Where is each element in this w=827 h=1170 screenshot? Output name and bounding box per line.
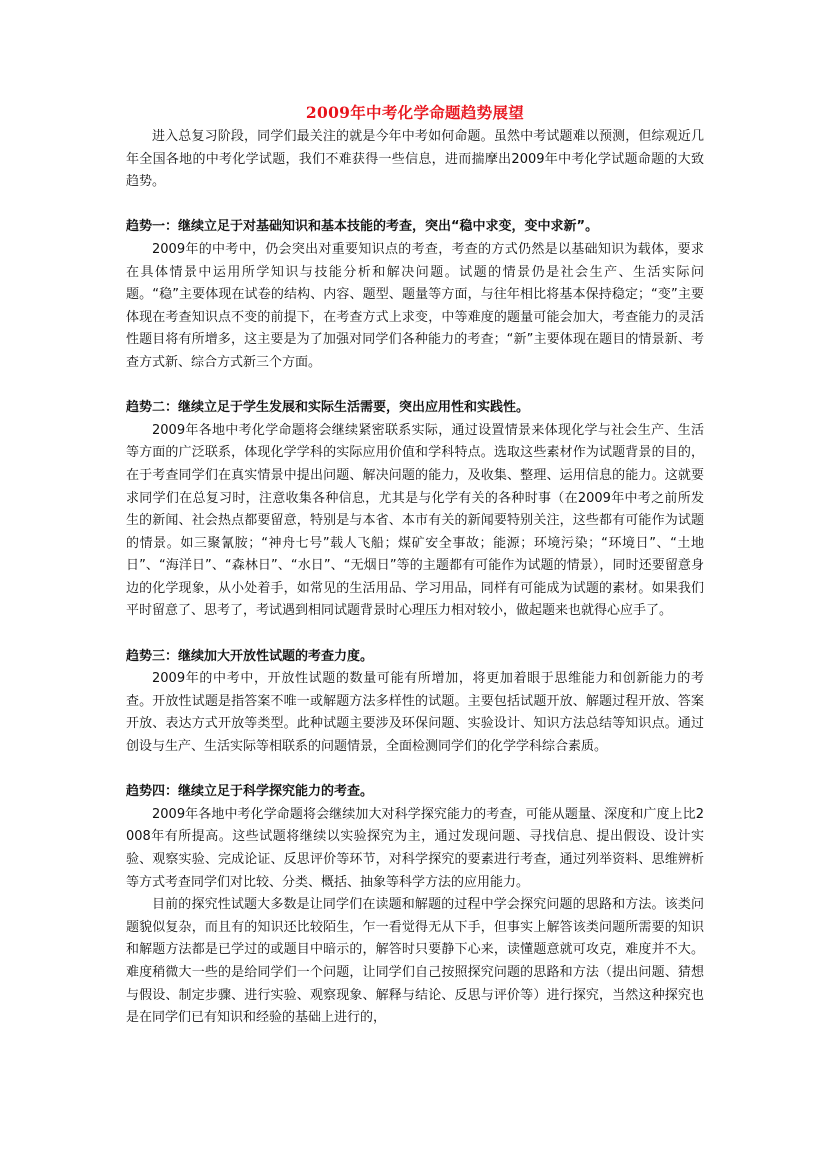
section-paragraph: 2009年的中考中，开放性试题的数量可能有所增加，将更加着眼于思维能力和创新能力的考查。开放性试题是指答案不唯一或解题方法多样性的试题。主要包括试题开放、解题过程开放、答案开放、表达方式开放等类型。此种试题主要涉及环保问题、实验设计、知识方法总结等知识点。通过创设与生产、生活实际等相联系的问题情景，全面检测同学们的化学学科综合素质。	[126, 671, 704, 755]
section-trend-3	[126, 646, 704, 759]
section-heading: 趋势三：继续加大开放性试题的考查力度。	[126, 648, 374, 664]
section-paragraph: 2009年各地中考化学命题将会继续加大对科学探究能力的考查，可能从题量、深度和广度上比2008年有所提高。这些试题将继续以实验探究为主，通过发现问题、寻找信息、提出假设、设计实验、观察实验、完成论证、反思评价等环节，对科学探究的要素进行考查，通过列举资料、思维辨析等方式考查同学们对比较、分类、概括、抽象等科学方法的应用能力。	[126, 806, 704, 890]
section-trend-2	[126, 397, 704, 623]
section-spacer	[126, 375, 704, 398]
document-page	[126, 100, 704, 1030]
section-spacer	[126, 623, 704, 646]
section-spacer	[126, 759, 704, 782]
intro-paragraph: 进入总复习阶段，同学们最关注的就是今年中考如何命题。虽然中考试题难以预测，但综观近几年全国各地的中考化学试题，我们不难获得一些信息，进而揣摩出2009年中考化学试题命题的大致趋势。	[126, 129, 704, 190]
section-heading: 趋势四：继续立足于科学探究能力的考查。	[126, 784, 374, 800]
document-title: 2009年中考化学命题趋势展望	[305, 103, 525, 122]
section-trend-1	[126, 216, 704, 374]
section-paragraph: 目前的探究性试题大多数是让同学们在读题和解题的过程中学会探究问题的思路和方法。该类问题貌似复杂，而且有的知识还比较陌生，乍一看觉得无从下手，但事实上解答该类问题所需要的知识和解题方法都是已学过的或题目中暗示的，解答时只要静下心来，读懂题意就可攻克，难度并不大。难度稍微大一些的是给同学们一个问题，让同学们自己按照探究问题的思路和方法（提出问题、猜想与假设、制定步骤、进行实验、观察现象、解释与结论、反思与评价等）进行探究，当然这种探究也是在同学们已有知识和经验的基础上进行的，	[126, 897, 704, 1026]
section-heading: 趋势一：继续立足于对基础知识和基本技能的考查，突出“稳中求变，变中求新”。	[126, 219, 599, 235]
section-paragraph: 2009年各地中考化学命题将会继续紧密联系实际，通过设置情景来体现化学与社会生产、生活等方面的广泛联系，体现化学学科的实际应用价值和学科特点。选取这些素材作为试题背景的目的，在于考查同学们在真实情景中提出问题、解决问题的能力，及收集、整理、运用信息的能力。这就要求同学们在总复习时，注意收集各种信息，尤其是与化学有关的各种时事（在2009年中考之前所发生的新闻、社会热点都要留意，特别是与本省、本市有关的新闻要特别关注，这些都有可能作为试题的情景。如三聚氰胺；“神舟七号”载人飞船；煤矿安全事故；能源；环境污染；“环境日”、“土地日”、“海洋日”、“森林日”、“水日”、“无烟日”等的主题都有可能作为试题的情景），同时还要留意身边的化学现象，从小处着手，如常见的生活用品、学习用品，同样有可能成为试题的素材。如果我们平时留意了、思考了，考试遇到相同试题背景时心理压力相对较小，做起题来也就得心应手了。	[126, 422, 704, 619]
section-trend-4	[126, 781, 704, 1030]
section-spacer	[126, 194, 704, 217]
section-paragraph: 2009年的中考中，仍会突出对重要知识点的考查，考查的方式仍然是以基础知识为载体，要求在具体情景中运用所学知识与技能分析和解决问题。试题的情景仍是社会生产、生活实际问题。“稳”主要体现在试卷的结构、内容、题型、题量等方面，与往年相比将基本保持稳定；“变”主要体现在考查知识点不变的前提下，在考查方式上求变，中等难度的题量可能会加大，考查能力的灵活性题目将有所增多，这主要是为了加强对同学们各种能力的考查；“新”主要体现在题目的情景新、考查方式新、综合方式新三个方面。	[126, 241, 704, 370]
section-heading: 趋势二：继续立足于学生发展和实际生活需要，突出应用性和实践性。	[126, 400, 530, 416]
